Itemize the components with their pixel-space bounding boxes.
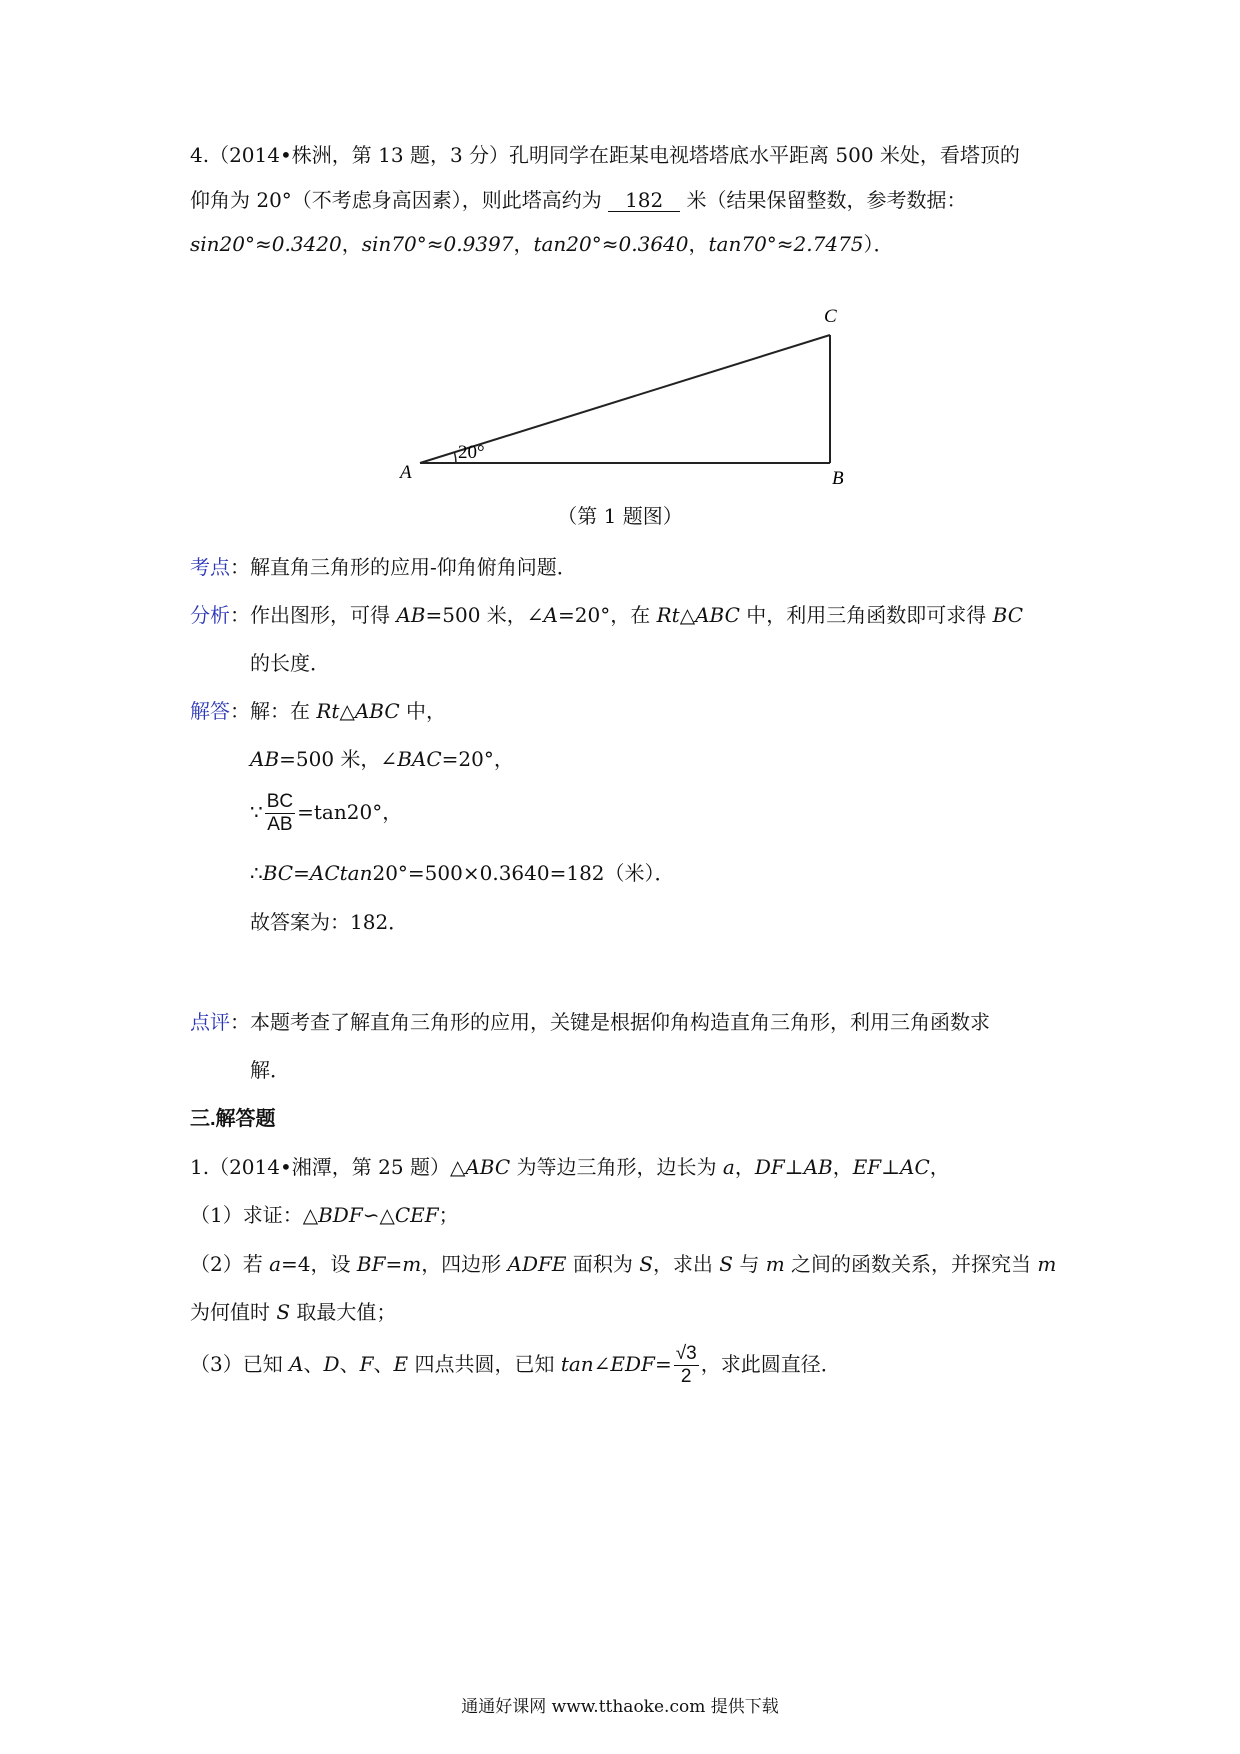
fraction-numerator-sqrt3: √3: [675, 1343, 697, 1364]
p1-q3: （3）已知 A、D、F、E 四点共圆，已知 tan∠EDF= $\frac{√3}{2}$ ，求此圆直径．: [190, 1343, 841, 1387]
ref-tan70: tan70°≈2.7475: [708, 232, 864, 256]
p1-q3-b: 四点共圆，已知: [408, 1352, 561, 1376]
jieda-text-2: =500 米，∠: [279, 747, 398, 771]
jieda-line-4: ∴BC=ACtan20°=500×0.3640=182（米）．: [250, 861, 675, 885]
p1-q2-l2a: 为何值时: [190, 1300, 277, 1324]
ref-tan20: tan20°≈0.3640: [533, 232, 689, 256]
p1-head: 1.（2014•湘潭，第 25 题）: [190, 1155, 450, 1179]
vertex-c-label: C: [824, 306, 837, 327]
jieda-line-2: AB=500 米，∠BAC=20°，: [250, 747, 514, 771]
dianping-line-1: 点评：本题考查了解直角三角形的应用，关键是根据仰角构造直角三角形，利用三角函数求: [190, 1010, 990, 1034]
fenxi-text-b: =500 米，∠: [425, 603, 544, 627]
fenxi-label: 分析: [190, 603, 230, 627]
p1-q2-b: =4，设: [281, 1252, 357, 1276]
q4-line-2-tail: 米（结果保留整数，参考数据：: [686, 188, 967, 212]
fenxi-text-a: 作出图形，可得: [250, 603, 397, 627]
p1-q2-f: 与: [733, 1252, 766, 1276]
q4-ref-data: sin20°≈0.3420，sin70°≈0.9397，tan20°≈0.3640，tan70°≈2.7475）．: [190, 232, 894, 256]
p1-q2-e: ，求出: [652, 1252, 720, 1276]
kaodian-text: 解直角三角形的应用-仰角俯角问题．: [250, 555, 577, 579]
jieda-text-1-end: 中，: [399, 699, 447, 723]
p1-q2-line-1: （2）若 a=4，设 BF=m，四边形 ADFE 面积为 S，求出 S 与 m 之间的函数关系，并探究当 m: [190, 1252, 1057, 1276]
p1-q2-a: （2）若: [190, 1252, 270, 1276]
p1-line-1: 1.（2014•湘潭，第 25 题）△ABC 为等边三角形，边长为 a，DF⊥AB，EF⊥AC，: [190, 1155, 950, 1179]
p1-q2-c: ，四边形: [421, 1252, 508, 1276]
vertex-b-label: B: [832, 468, 844, 489]
angle-label: 20°: [458, 442, 485, 463]
fraction-sqrt3-over-2: [674, 1344, 699, 1387]
fenxi-text-d: 中，利用三角函数即可求得: [739, 603, 993, 627]
jieda-text-3-end: =tan20°，: [297, 800, 403, 824]
dianping-text-1: 本题考查了解直角三角形的应用，关键是根据仰角构造直角三角形，利用三角函数求: [250, 1010, 990, 1034]
jieda-text-2-end: =20°，: [441, 747, 514, 771]
fraction-denominator: AB: [267, 814, 293, 835]
p1-q2-d: 面积为: [566, 1252, 640, 1276]
angle-arc: [454, 452, 456, 463]
kaodian-line: 考点：解直角三角形的应用-仰角俯角问题．: [190, 555, 577, 579]
fraction-denominator-2: 2: [680, 1366, 692, 1387]
p1-q2-line-2: 为何值时 S 取最大值；: [190, 1300, 397, 1324]
page-footer: 通通好课网 www.tthaoke.com 提供下载: [461, 1697, 779, 1717]
p1-head-b: 为等边三角形，边长为: [510, 1155, 723, 1179]
q4-line-2-text: 仰角为 20°（不考虑身高因素），则此塔高约为: [190, 188, 602, 212]
fraction-numerator: BC: [266, 791, 294, 812]
fraction-bc-ab: [265, 792, 295, 835]
figure-caption: （第 1 题图）: [557, 504, 683, 528]
section-heading: 三.解答题: [190, 1108, 276, 1130]
jieda-label: 解答: [190, 699, 230, 723]
fenxi-line-1: 分析：作出图形，可得 AB=500 米，∠A=20°，在 Rt△ABC 中，利用三角函数即可求得 BC: [190, 603, 1023, 627]
vertex-a-label: A: [400, 462, 412, 483]
triangle-figure: [0, 298, 1240, 498]
fenxi-line-2: 的长度．: [250, 651, 330, 675]
p1-q2-l2b: 取最大值；: [290, 1300, 397, 1324]
ref-sin20: sin20°≈0.3420: [190, 232, 342, 256]
dianping-label: 点评: [190, 1010, 230, 1034]
answer-blank: 182: [608, 189, 680, 212]
jieda-text-1: 解：在: [250, 699, 317, 723]
p1-q3-a: （3）已知: [190, 1352, 290, 1376]
dianping-line-2: 解．: [250, 1058, 290, 1082]
p1-q1-text: （1）求证：△: [190, 1203, 319, 1227]
q4-line-1: 4.（2014•株洲，第 13 题，3 分）孔明同学在距某电视塔塔底水平距离 500 米处，看塔顶的: [190, 143, 1020, 167]
ref-sin70: sin70°≈0.9397: [361, 232, 514, 256]
p1-q3-c: ，求此圆直径．: [700, 1352, 841, 1376]
jieda-line-5: 故答案为：182．: [250, 910, 409, 934]
jieda-line-3: ∵ $\frac{BC}{AB}$ =tan20°，: [250, 791, 403, 835]
kaodian-label: 考点: [190, 555, 230, 579]
p1-q2-g: 之间的函数关系，并探究当: [784, 1252, 1038, 1276]
q4-line-2: [190, 186, 967, 214]
jieda-text-4: 20°=500×0.3640=182（米）．: [372, 861, 675, 885]
p1-q1: （1）求证：△BDF∽△CEF；: [190, 1203, 459, 1227]
fenxi-text-c: =20°，在: [558, 603, 657, 627]
jieda-line-1: 解答：解：在 Rt△ABC 中，: [190, 699, 447, 723]
